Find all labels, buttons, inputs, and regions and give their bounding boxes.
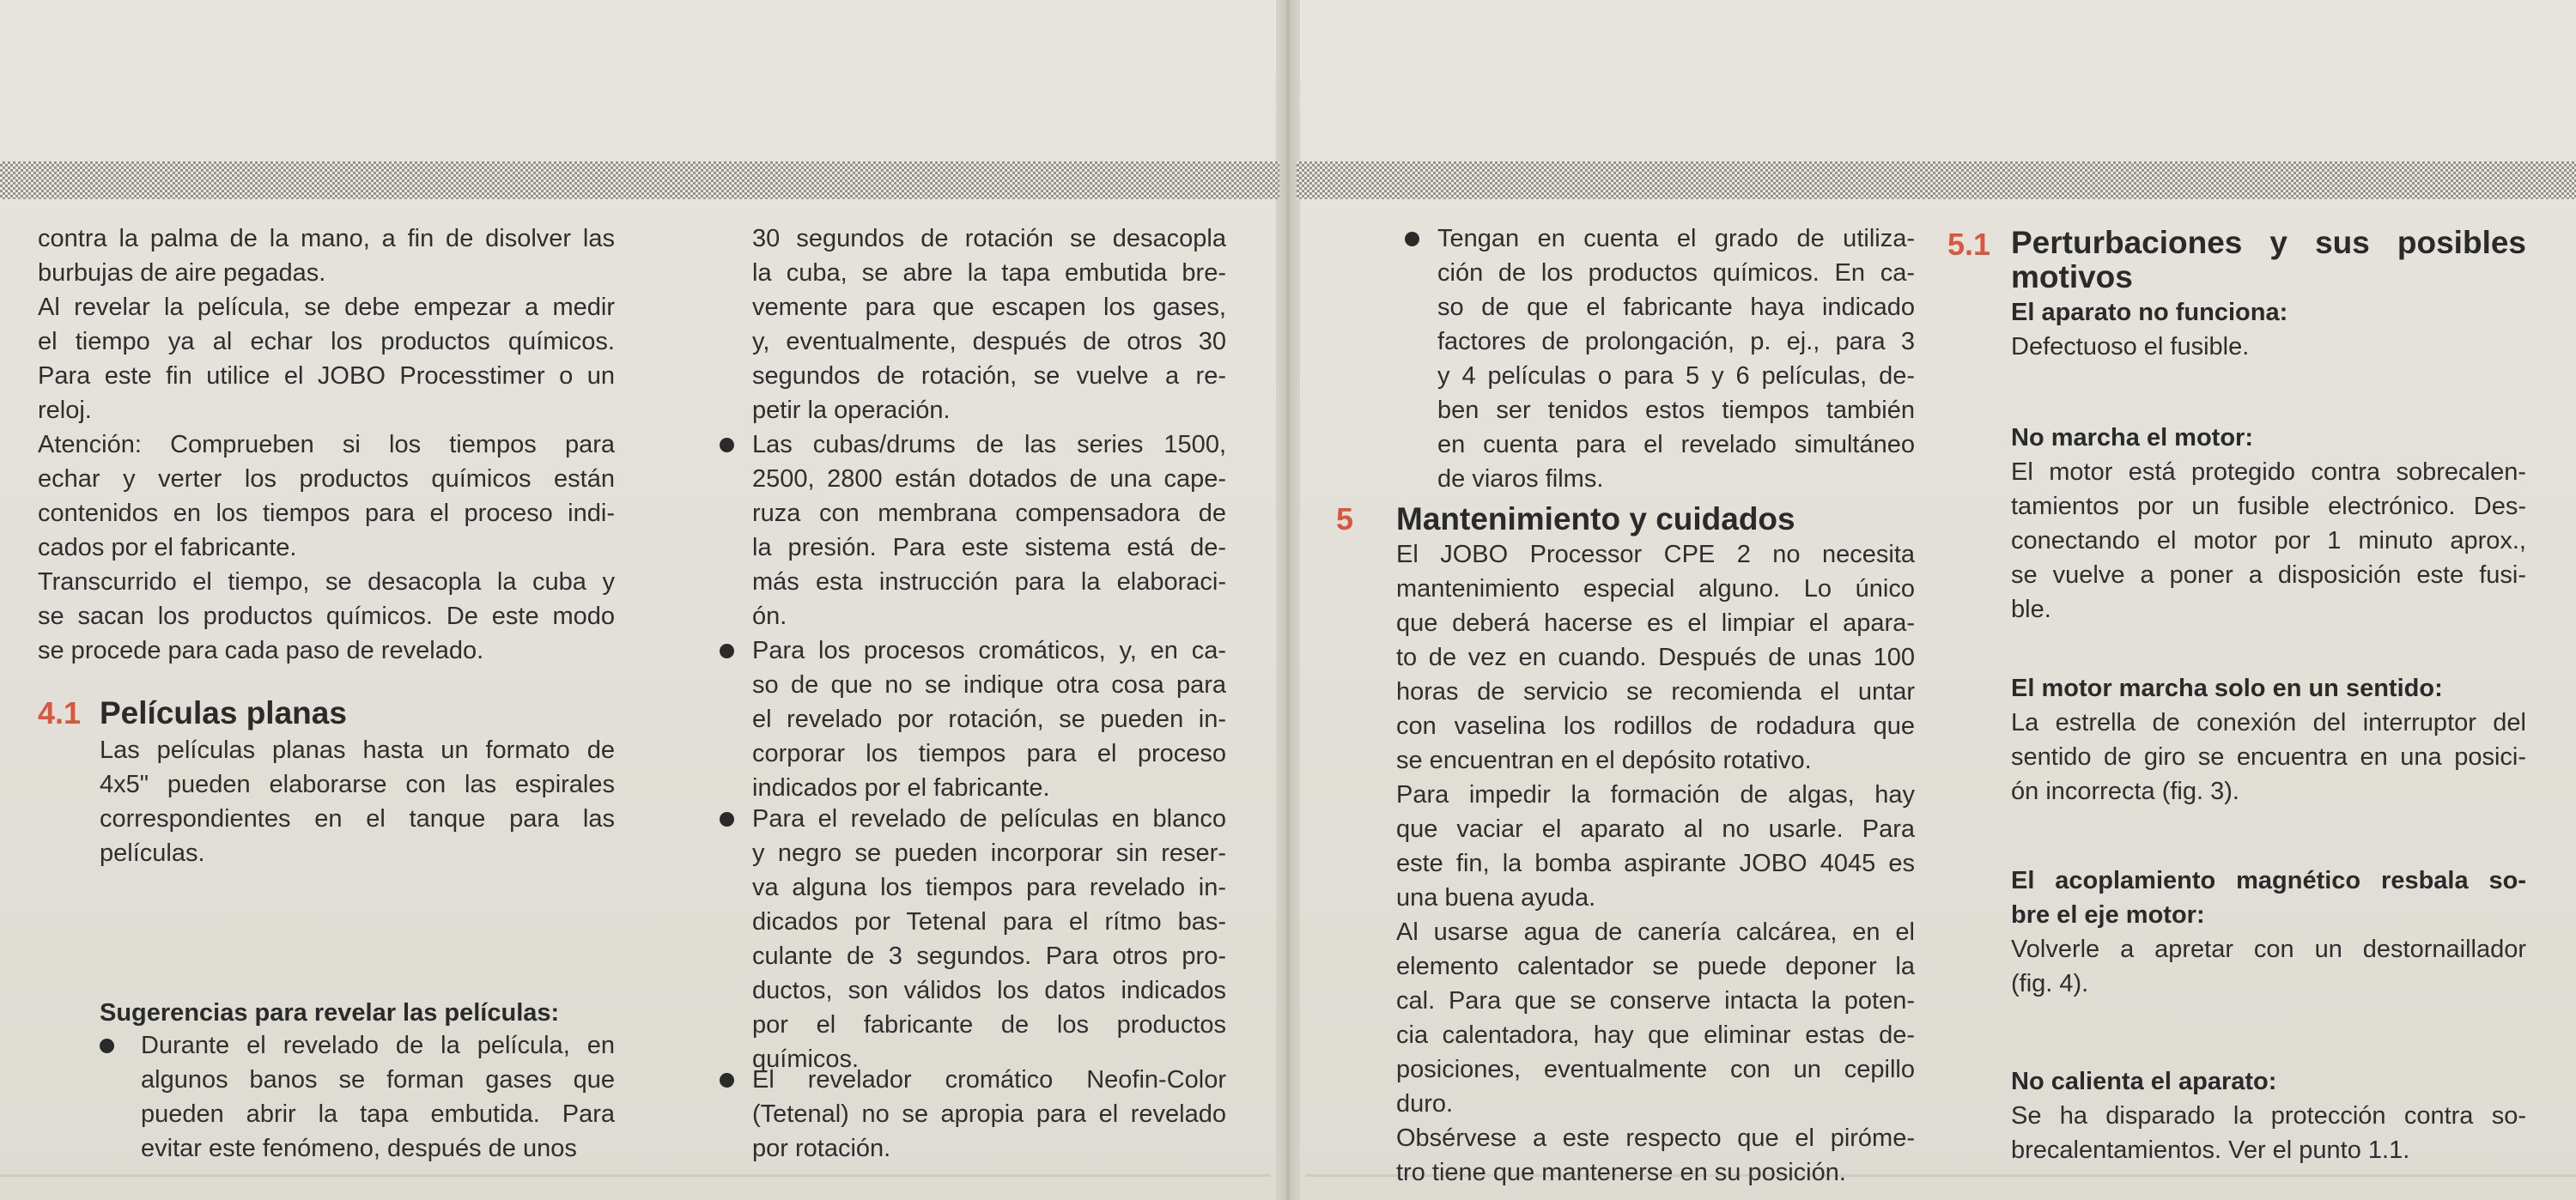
text-line: Para el revelado de películas en blanco	[752, 805, 1226, 833]
text-line: de viaros films.	[1437, 465, 1604, 493]
text-line: duro.	[1396, 1090, 1454, 1118]
text-line: 2500, 2800 están dotados de una cape-	[752, 465, 1226, 493]
text-line: factores de prolongación, p. ej., para 3	[1437, 328, 1915, 355]
text-line: so de que no se indique otra cosa para	[752, 671, 1226, 699]
text-line: indicados por el fabricante.	[752, 774, 1050, 802]
text-line: va alguna los tiempos para revelado in-	[752, 874, 1226, 901]
text-line: El revelador cromático Neofin-Color	[752, 1066, 1226, 1094]
text-line: en cuenta para el revelado simultáneo	[1437, 431, 1915, 458]
text-line: el tiempo ya al echar los productos químicos.	[38, 328, 615, 355]
text-line: burbujas de aire pegadas.	[38, 259, 326, 287]
troubleshooting-item	[2011, 421, 2526, 627]
section-title-5: Mantenimiento y cuidados	[1396, 501, 1795, 536]
text-line: petir la operación.	[752, 397, 951, 424]
text-line: que vaciar el aparato al no usarle. Para	[1396, 815, 1915, 843]
text-line: la presión. Para este sistema está de-	[752, 534, 1226, 561]
troubleshooting-item	[2011, 1064, 2526, 1167]
text-line: vemente para que escapen los gases,	[752, 294, 1226, 321]
text-line: ón incorrecta (fig. 3).	[2011, 778, 2239, 805]
text-line: contenidos en los tiempos para el proceso indi-	[38, 500, 615, 527]
text-line: la cuba, se abre la tapa embutida bre-	[752, 259, 1226, 287]
right-halftone-band	[1297, 161, 2576, 199]
text-line: contra la palma de la mano, a fin de disolver las	[38, 225, 615, 252]
section-number-4-1: 4.1	[38, 695, 82, 730]
text-line: so de que el fabricante haya indicado	[1437, 294, 1915, 321]
text-line: echar y verter los productos químicos están	[38, 465, 615, 493]
troubleshooting-heading: No calienta el aparato:	[2011, 1068, 2277, 1095]
left-col1-intro	[38, 221, 615, 668]
text-line: el revelado por rotación, se pueden in-	[752, 706, 1226, 733]
text-line: se vuelve a poner a disposición este fusi-	[2011, 561, 2526, 589]
text-line: Para este fin utilice el JOBO Processtimer o un	[38, 362, 615, 390]
text-line: Al revelar la película, se debe empezar a medir	[38, 294, 615, 321]
text-line: dicados por Tetenal para el rítmo bas-	[752, 908, 1226, 936]
bullet-item	[752, 633, 1226, 805]
section-title-5-1-line1: Perturbaciones y sus posibles	[2011, 225, 2526, 260]
text-line: con vaselina los rodillos de rodadura que	[1396, 712, 1915, 740]
text-line: Al usarse agua de canería calcárea, en el	[1396, 918, 1915, 946]
text-line: corporar los tiempos para el proceso	[752, 740, 1226, 767]
text-line: se encuentran en el depósito rotativo.	[1396, 747, 1812, 774]
text-line: Transcurrido el tiempo, se desacopla la cuba y	[38, 568, 615, 596]
text-line: ble.	[2011, 596, 2051, 623]
text-line: Tengan en cuenta el grado de utiliza-	[1437, 225, 1915, 252]
text-line: culante de 3 segundos. Para otros pro-	[752, 942, 1226, 970]
text-line: cal. Para que se conserve intacta la poten-	[1396, 987, 1915, 1015]
section-4-1-body	[100, 733, 615, 870]
text-line: segundos de rotación, se vuelve a re-	[752, 362, 1226, 390]
text-line: conectando el motor por 1 minuto aprox.,	[2011, 527, 2526, 555]
bullet-item	[752, 802, 1226, 1076]
section-title-4-1: Películas planas	[100, 695, 347, 730]
section-title-5-1-line2: motivos	[2011, 259, 2133, 294]
text-line: mantenimiento especial alguno. Lo único	[1396, 575, 1915, 603]
text-line: Las películas planas hasta un formato de	[100, 736, 615, 764]
bullet-dot	[100, 1039, 114, 1053]
bullet-dot	[720, 438, 734, 452]
text-line: se procede para cada paso de revelado.	[38, 637, 484, 664]
troubleshooting-item	[2011, 864, 2526, 1001]
text-line: Defectuoso el fusible.	[2011, 333, 2250, 361]
text-line: y, eventualmente, después de otros 30	[752, 328, 1226, 355]
text-line: sentido de giro se encuentra en una posici-	[2011, 743, 2526, 771]
troubleshooting-heading: No marcha el motor:	[2011, 424, 2253, 452]
text-line: ción de los productos químicos. En ca-	[1437, 259, 1915, 287]
text-line: este fin, la bomba aspirante JOBO 4045 es	[1396, 850, 1915, 877]
section-number-5: 5	[1336, 501, 1354, 536]
bullet-item	[752, 1063, 1226, 1166]
tip-1-text	[141, 1028, 615, 1166]
text-line: Para los procesos cromáticos, y, en ca-	[752, 637, 1226, 664]
text-line: elemento calentador se puede deponer la	[1396, 953, 1915, 980]
bullet-dot	[720, 1073, 734, 1088]
text-line: químicos.	[752, 1045, 860, 1073]
text-line: Obsérvese a este respecto que el piróme-	[1396, 1124, 1915, 1152]
troubleshooting-item	[2011, 295, 2526, 364]
text-line: reloj.	[38, 397, 92, 424]
tips-heading: Sugerencias para revelar las películas:	[100, 999, 560, 1027]
text-line: 30 segundos de rotación se desacopla	[752, 225, 1226, 252]
text-line: evitar este fenómeno, después de unos	[141, 1135, 577, 1162]
text-line: Atención: Comprueben si los tiempos para	[38, 431, 615, 458]
text-line: y negro se pueden incorporar sin reser-	[752, 839, 1226, 867]
left-halftone-band	[0, 161, 1279, 199]
section-5-body	[1396, 537, 1915, 1190]
text-line: algunos banos se forman gases que	[141, 1066, 615, 1094]
text-line: ruza con membrana compensadora de	[752, 500, 1226, 527]
text-line: por el fabricante de los productos	[752, 1011, 1226, 1039]
text-line: se sacan los productos químicos. De este modo	[38, 603, 615, 630]
text-line: brecalentamientos. Ver el punto 1.1.	[2011, 1136, 2410, 1164]
text-line: to de vez en cuando. Después de unas 100	[1396, 644, 1915, 671]
text-line: (fig. 4).	[2011, 970, 2089, 997]
text-line: posiciones, eventualmente con un cepillo	[1396, 1056, 1915, 1083]
text-line: tamientos por un fusible electrónico. Des-	[2011, 493, 2526, 520]
text-line: horas de servicio se recomienda el untar	[1396, 678, 1915, 706]
text-line: Volverle a apretar con un destornaillador	[2011, 936, 2526, 963]
text-line: pueden abrir la tapa embutida. Para	[141, 1100, 615, 1128]
text-line: ben ser tenidos estos tiempos también	[1437, 397, 1915, 424]
bullet-dot	[720, 644, 734, 658]
text-line: ductos, son válidos los datos indicados	[752, 977, 1226, 1004]
text-line: una buena ayuda.	[1396, 884, 1596, 912]
text-line: Se ha disparado la protección contra so-	[2011, 1102, 2526, 1130]
text-line: y 4 películas o para 5 y 6 películas, de-	[1437, 362, 1915, 390]
right-col1-bullet	[1437, 221, 1915, 496]
text-line: ón.	[752, 603, 787, 630]
text-line: que deberá hacerse es el limpiar el apara-	[1396, 609, 1915, 637]
text-line: cia calentadora, hay que eliminar estas de-	[1396, 1021, 1915, 1049]
text-line: Durante el revelado de la película, en	[141, 1032, 615, 1059]
text-line: 4x5" pueden elaborarse con las espirales	[100, 771, 615, 798]
text-line: Las cubas/drums de las series 1500,	[752, 431, 1226, 458]
bullet-item	[752, 427, 1226, 633]
text-line: Para impedir la formación de algas, hay	[1396, 781, 1915, 809]
left-col2-continuation	[752, 221, 1226, 427]
text-line: (Tetenal) no se apropia para el revelado	[752, 1100, 1226, 1128]
troubleshooting-heading: El acoplamiento magnético resbala so-	[2011, 867, 2526, 894]
troubleshooting-heading: El motor marcha solo en un sentido:	[2011, 675, 2443, 702]
text-line: tro tiene que mantenerse en su posición.	[1396, 1159, 1846, 1186]
text-line: El motor está protegido contra sobrecalen-	[2011, 458, 2526, 486]
text-line: por rotación.	[752, 1135, 891, 1162]
bullet-dot	[720, 812, 734, 827]
text-line: correspondientes en el tanque para las	[100, 805, 615, 833]
text-line: El JOBO Processor CPE 2 no necesita	[1396, 541, 1915, 568]
text-line: La estrella de conexión del interruptor del	[2011, 709, 2526, 736]
troubleshooting-heading: bre el eje motor:	[2011, 901, 2205, 929]
text-line: cados por el fabricante.	[38, 534, 297, 561]
bullet-dot	[1405, 232, 1419, 246]
section-number-5-1: 5.1	[1947, 227, 1991, 262]
troubleshooting-item	[2011, 671, 2526, 809]
text-line: películas.	[100, 839, 205, 867]
left-page-bottom-edge	[0, 1174, 1271, 1177]
troubleshooting-heading: El aparato no funciona:	[2011, 299, 2288, 326]
text-line: más esta instrucción para la elaboraci-	[752, 568, 1226, 596]
